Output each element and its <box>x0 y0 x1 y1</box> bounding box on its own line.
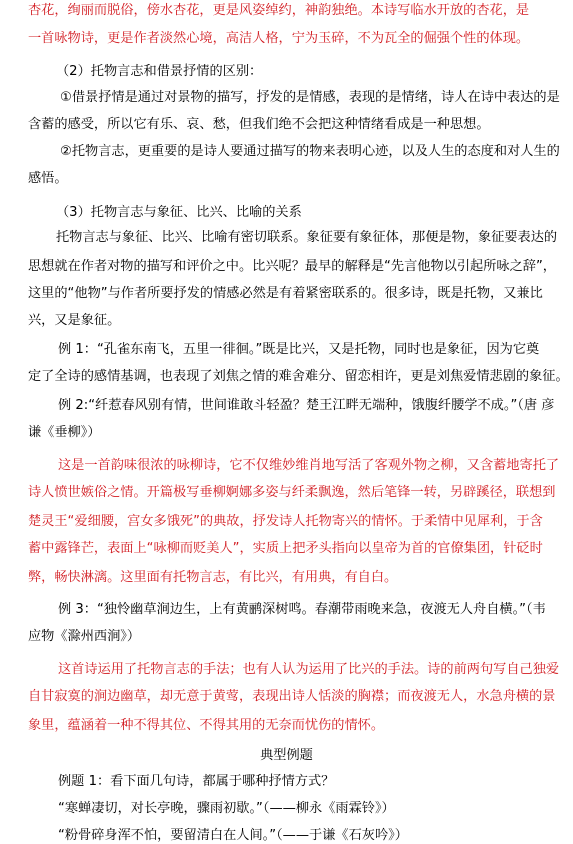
text-line: 应物《滁州西涧》） <box>28 629 141 644</box>
text-line: 例 3：“独怜幽草涧边生，上有黄鹂深树鸣。春潮带雨晚来急，夜渡无人舟自横。”（韦 <box>58 602 546 617</box>
text-line: 杏花，绚丽而脱俗，傍水杏花，更是风姿绰约，神韵独绝。本诗写临水开放的杏花，是 <box>28 3 530 18</box>
text-line: 这首诗运用了托物言志的手法；也有人认为运用了比兴的手法。诗的前两句写自己独爱 <box>58 662 560 677</box>
text-line: ①借景抒情是通过对景物的描写，抒发的是情感，表现的是情绪，诗人在诗中表达的是 <box>60 90 560 105</box>
text-line: （3）托物言志与象征、比兴、比喻的关系 <box>56 205 302 220</box>
text-line: 含蓄的感受，所以它有乐、哀、愁，但我们绝不会把这种情绪看成是一种思想。 <box>28 117 490 132</box>
text-line: 例题 1：看下面几句诗，都属于哪种抒情方式？ <box>58 774 335 789</box>
text-line: ②托物言志，更重要的是诗人要通过描写的物来表明心迹，以及人生的态度和对人生的 <box>60 144 560 159</box>
text-line: 蓄中露锋芒，表面上“咏柳而贬美人”，实质上把矛头指向以皇帝为首的官僚集团，针砭时 <box>28 541 543 556</box>
text-line: 这里的“他物”与作者所要抒发的情感必然是有着紧密联系的。很多诗，既是托物，又兼比 <box>28 286 543 301</box>
text-line: 谦《垂柳》） <box>28 425 101 440</box>
text-line: 感悟。 <box>28 171 68 186</box>
text-line: 一首咏物诗，更是作者淡然心境，高洁人格，宁为玉碎，不为瓦全的倔强个性的体现。 <box>28 31 530 46</box>
text-line: 托物言志与象征、比兴、比喻有密切联系。象征要有象征体，那便是物，象征要表达的 <box>56 230 558 245</box>
text-line: 兴，又是象征。 <box>28 313 121 328</box>
text-line: 定了全诗的感情基调，也表现了刘焦之情的难舍难分、留恋相许，更是刘焦爱情悲剧的象征。 <box>28 369 569 384</box>
section-heading: 典型例题 <box>260 748 313 763</box>
text-line: “粉骨碎身浑不怕，要留清白在人间。”（——于谦《石灰吟》） <box>58 828 408 843</box>
text-line: 例 1：“孔雀东南飞，五里一徘徊。”既是比兴，又是托物，同时也是象征，因为它奠 <box>58 342 540 357</box>
text-line: 这是一首韵味很浓的咏柳诗，它不仅维妙维肖地写活了客观外物之柳，又含蓄地寄托了 <box>58 458 560 473</box>
text-line: 例 2:“纤惹春风别有情，世间谁敢斗轻盈？楚王江畔无端种，饿腹纤腰学不成。”（唐 彦 <box>58 398 555 413</box>
text-line: （2）托物言志和借景抒情的区别： <box>56 64 263 79</box>
text-line: 思想就在作者对物的描写和评价之中。比兴呢？最早的解释是“先言他物以引起所咏之辞”， <box>28 259 556 274</box>
text-line: “寒蝉凄切，对长亭晚，骤雨初歇。”（——柳永《雨霖铃》） <box>58 801 395 816</box>
text-line: 弊，畅快淋漓。这里面有托物言志，有比兴，有用典，有自白。 <box>28 570 398 585</box>
text-line: 诗人愤世嫉俗之情。开篇极写垂柳婀娜多姿与纤柔飘逸，然后笔锋一转，另辟蹊径，联想到 <box>28 485 556 500</box>
text-line: 自甘寂寞的涧边幽草，却无意于黄莺，表现出诗人恬淡的胸襟；而夜渡无人，水急舟横的景 <box>28 689 556 704</box>
text-line: 象里，蕴涵着一种不得其位、不得其用的无奈而忧伤的情怀。 <box>28 718 385 733</box>
text-line: 楚灵王“爱细腰，宫女多饿死”的典故，抒发诗人托物寄兴的情怀。于柔情中见犀利，于含 <box>28 514 543 529</box>
